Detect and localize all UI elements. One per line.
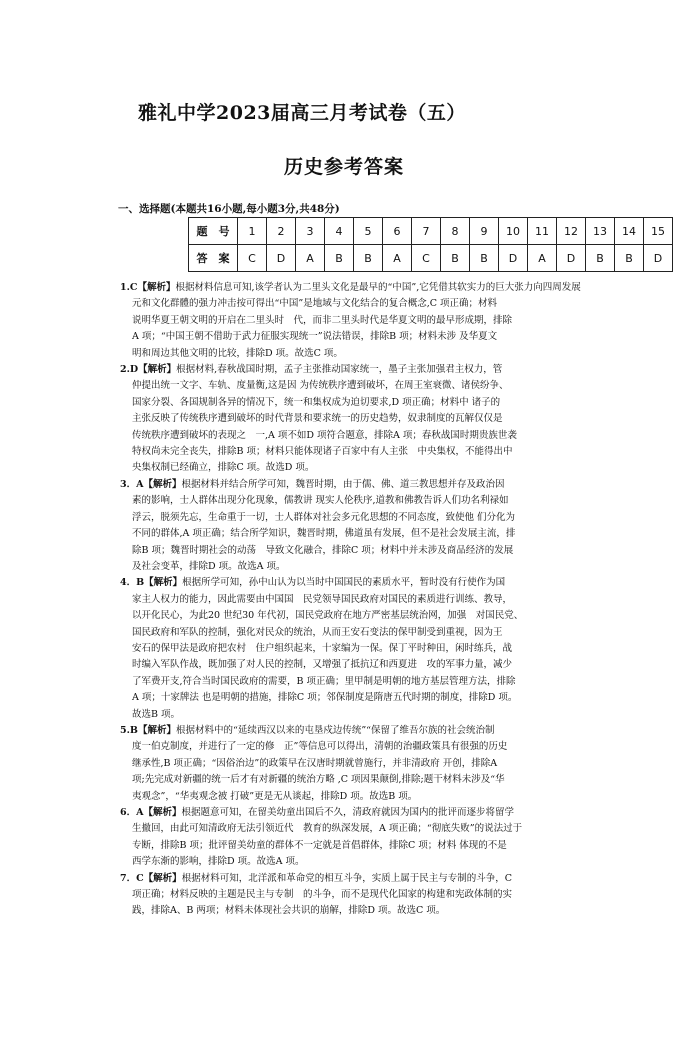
explanation-text: 特权尚未完全丧失，排除B 项；材料只能体现诸子百家中有人主张 中央集权，不能得出中: [132, 446, 513, 458]
explanation-text: 素的影响，士人群体出现分化现象，儒教讲 现实人伦秩序,道教和佛教告诉人们功名利禄如: [132, 495, 509, 507]
explanation-line: [120, 493, 699, 509]
explanation-line: [120, 477, 699, 493]
explanation-line: [120, 674, 699, 690]
explanation-text: 根据题意可知，在留美幼童出国后不久，清政府就因为国内的批评而逐步将留学: [181, 807, 515, 818]
explanation-line: [120, 608, 699, 624]
explanation-line: [120, 805, 699, 821]
explanation-line: [120, 280, 699, 296]
explanation-line: [120, 625, 699, 641]
answer-explanation: [120, 871, 699, 920]
answer-table-answer-row: [189, 245, 673, 272]
question-number: 14: [615, 218, 644, 245]
question-number: 10: [499, 218, 528, 245]
explanation-text: 仲提出统一文字、车轨、度量衡,这是因 为传统秩序遭到破坏，在周王室衰微、诸侯纷争、: [132, 380, 509, 392]
answer-letter: D: [267, 245, 296, 272]
explanation-line: [120, 395, 699, 411]
question-answer-key: 5.B: [120, 724, 138, 736]
explanation-line: [120, 903, 699, 919]
explanation-line: [120, 690, 699, 706]
explanation-line: [120, 772, 699, 788]
answer-letter: C: [412, 245, 441, 272]
explanation-line: [120, 838, 699, 854]
explanation-line: [120, 707, 699, 723]
explanation-text: 夷观念”，“华夷观念被 打破”更是无从谈起，排除D 项。故选B 项。: [132, 790, 418, 802]
explanation-text: 专断，排除B 项；批评留美幼童的群体不一定就是首倡群体，排除C 项；材料 体现的不是: [132, 839, 507, 851]
question-answer-key: 4．B: [120, 577, 145, 589]
answer-letter: D: [644, 245, 673, 272]
explanation-text: A 项；“中国王朝不借助于武力征服实现统一”说法错误，排除B 项；材料未涉 及华夏文: [132, 331, 498, 343]
explanation-line: [120, 526, 699, 542]
question-number: 8: [441, 218, 470, 245]
answer-explanation: [120, 575, 699, 723]
explanation-line: [120, 543, 699, 559]
explanation-text: 了军费开支,符合当时国民政府的需要，B 项正确；里甲制是明朝的地方基层管理方法，排除: [132, 675, 516, 687]
explanation-text: 根据材料信息可知,该学者认为二里头文化是最早的“中国”,它凭借其软实力的巨大张力向四周发展: [175, 282, 581, 293]
analysis-tag: 【解析】: [144, 577, 183, 589]
explanation-text: 项正确；材料反映的主题是民主与专制 的斗争，而不是现代化国家的构建和宪政体制的实: [132, 889, 513, 901]
explanation-text: 国家分裂、各国规制各异的情况下，统一和集权成为迫切要求,D 项正确；材料中 诸子的: [132, 396, 501, 408]
explanation-line: [120, 575, 699, 591]
explanation-line: [120, 313, 699, 329]
explanation-text: 继承性,B 项正确；“因俗治边”的政策早在汉唐时期就曾施行，并非清政府 开创，排除A: [132, 757, 498, 769]
question-number: 3: [296, 218, 325, 245]
analysis-tag: 【解析】: [137, 282, 176, 293]
analysis-tag: 【解析】: [143, 807, 182, 818]
page-subtitle: 历史参考答案: [284, 156, 405, 178]
explanation-line: [120, 887, 699, 903]
explanation-text: 西学东渐的影响，排除D 项。故选A 项。: [132, 856, 305, 868]
answer-explanation: [120, 723, 699, 805]
answer-explanation: [120, 805, 699, 871]
explanation-text: 度一伯克制度，并进行了一定的修 正”等信息可以得出，清朝的治疆政策具有很强的历史: [132, 741, 508, 753]
answer-table-answer-label: 答 案: [189, 245, 238, 272]
page-title: 雅礼中学2023届高三月考试卷（五）: [138, 102, 466, 124]
explanation-text: 除B 项；魏晋时期社会的动荡 导致文化融合，排除C 项；材料中并未涉及商品经济的发展: [132, 544, 514, 556]
answer-letter: A: [383, 245, 412, 272]
explanation-text: 及社会变革，排除D 项。故选A 项。: [132, 560, 286, 572]
explanation-text: 央集权制已经确立，排除C 项。故选D 项。: [132, 462, 315, 474]
answer-explanation: [120, 362, 699, 477]
explanation-line: [120, 641, 699, 657]
explanation-line: [120, 296, 699, 312]
explanation-line: [120, 821, 699, 837]
question-number: 4: [325, 218, 354, 245]
explanation-text: 根据材料可知，北洋派和革命党的相互斗争，实质上属于民主与专制的斗争，C: [181, 872, 512, 884]
explanation-line: [120, 739, 699, 755]
question-number: 2: [267, 218, 296, 245]
explanation-text: 说明华夏王朝文明的开启在二里头时 代，而非二里头时代是华夏文明的最早形成期，排除: [132, 314, 513, 326]
analysis-tag: 【解析】: [138, 364, 177, 376]
explanation-text: 根据材料并结合所学可知，魏晋时期，由于儒、佛、道三教思想并存及政治因: [181, 478, 505, 490]
explanation-line: [120, 378, 699, 394]
explanation-line: [120, 428, 699, 444]
question-answer-key: 3．A: [120, 478, 144, 490]
question-number: 15: [644, 218, 673, 245]
explanation-text: 根据所学可知，孙中山认为以当时中国国民的素质水平，暂时没有行使作为国: [182, 577, 506, 589]
answer-letter: B: [586, 245, 615, 272]
explanation-text: 根据材料,春秋战国时期，孟子主张推动国家统一，墨子主张加强君主权力，管: [176, 364, 503, 376]
explanation-line: [120, 789, 699, 805]
explanation-text: 生撤回，由此可知清政府无法引领近代 教育的纵深发展，A 项正确；“彻底失败”的说法过于: [132, 823, 523, 835]
answer-letter: B: [441, 245, 470, 272]
question-number: 9: [470, 218, 499, 245]
explanation-text: 项;先完成对新疆的统一后才有对新疆的统治方略 ,C 项因果颠倒,排除;题干材料未涉及“华: [132, 774, 505, 786]
question-number: 13: [586, 218, 615, 245]
explanation-text: A 项；十家牌法 也是明朝的措施，排除C 项；邻保制度是隋唐五代时期的制度，排除D 项。: [132, 692, 518, 704]
analysis-tag: 【解析】: [137, 724, 176, 736]
answer-letter: B: [470, 245, 499, 272]
explanation-text: 安石的保甲法是政府把农村 住户组织起来，十家编为一保。保丁平时种田，闲时练兵，战: [132, 642, 513, 654]
explanation-text: 传统秩序遭到破坏的表现之 一,A 项不如D 项符合题意，排除A 项；春秋战国时期贵族世袭: [132, 429, 517, 441]
analysis-tag: 【解析】: [143, 872, 182, 884]
explanation-line: [120, 329, 699, 345]
question-number: 5: [354, 218, 383, 245]
explanation-line: [120, 723, 699, 739]
explanation-text: 故选B 项。: [132, 708, 181, 720]
question-answer-key: 6．A: [120, 807, 144, 818]
analysis-tag: 【解析】: [143, 478, 182, 490]
explanation-text: 根据材料中的“延续西汉以来的屯垦戍边传统”“保留了维吾尔族的社会统治制: [175, 724, 495, 736]
explanation-line: [120, 657, 699, 673]
explanation-line: [120, 411, 699, 427]
question-number: 7: [412, 218, 441, 245]
explanation-text: 家主人权力的能力，因此需要由中国国 民党领导国民政府对国民的素质进行训练、教导，: [132, 593, 513, 605]
explanation-text: 元和文化群體的强力冲击按可得出“中国”是地域与文化结合的复合概念,C 项正确；材料: [132, 298, 498, 310]
explanation-line: [120, 346, 699, 362]
answer-explanation: [120, 477, 699, 575]
explanation-line: [120, 854, 699, 870]
answer-letter: D: [499, 245, 528, 272]
question-answer-key: 1.C: [120, 282, 138, 293]
explanation-line: [120, 444, 699, 460]
explanation-line: [120, 559, 699, 575]
answer-letter: A: [296, 245, 325, 272]
question-answer-key: 2.D: [120, 364, 139, 376]
explanation-text: 时编入军队作战，既加强了对人民的控制，又增强了抵抗辽和西夏进 攻的军事力量，减少: [132, 659, 513, 671]
answer-explanations: [120, 280, 699, 920]
explanation-text: 主张反映了传统秩序遭到破坏的时代背景和要求统一的历史趋势，奴隶制度的瓦解仅仅是: [132, 413, 503, 425]
answer-table-number-row: [189, 218, 673, 245]
answer-table-number-label: 题 号: [189, 218, 238, 245]
section-heading: 一、选择题(本题共16小题,每小题3分,共48分): [118, 203, 340, 215]
explanation-text: 国民政府和军队的控制，强化对民众的统治，从而王安石变法的保甲制受到重视，因为王: [132, 626, 503, 638]
explanation-text: 明和周边其他文明的比较，排除D 项。故选C 项。: [132, 347, 343, 359]
answer-letter: D: [557, 245, 586, 272]
question-number: 12: [557, 218, 586, 245]
answer-letter: B: [354, 245, 383, 272]
question-number: 6: [383, 218, 412, 245]
explanation-line: [120, 871, 699, 887]
explanation-text: 践，排除A、B 两项；材料未体现社会共识的崩解，排除D 项。故选C 项。: [132, 905, 446, 917]
explanation-line: [120, 592, 699, 608]
explanation-line: [120, 362, 699, 378]
explanation-line: [120, 510, 699, 526]
question-number: 1: [238, 218, 267, 245]
question-number: 11: [528, 218, 557, 245]
answer-explanation: [120, 280, 699, 362]
explanation-text: 不同的群体,A 项正确；结合所学知识，魏晋时期，佛道虽有发展，但不是社会发展主流，排: [132, 528, 516, 540]
answer-table: [188, 217, 673, 272]
answer-letter: C: [238, 245, 267, 272]
answer-letter: A: [528, 245, 557, 272]
explanation-text: 浮云，脱须先忘，生命重于一切，士人群体对社会多元化思想的不同态度，致使他 们分化为: [132, 511, 516, 523]
answer-letter: B: [615, 245, 644, 272]
question-answer-key: 7．C: [120, 872, 144, 884]
explanation-line: [120, 756, 699, 772]
explanation-line: [120, 460, 699, 476]
explanation-text: 以开化民心，为此20 世纪30 年代初，国民党政府在地方严密基层统治网，加强 对国民党、: [132, 610, 524, 622]
answer-letter: B: [325, 245, 354, 272]
